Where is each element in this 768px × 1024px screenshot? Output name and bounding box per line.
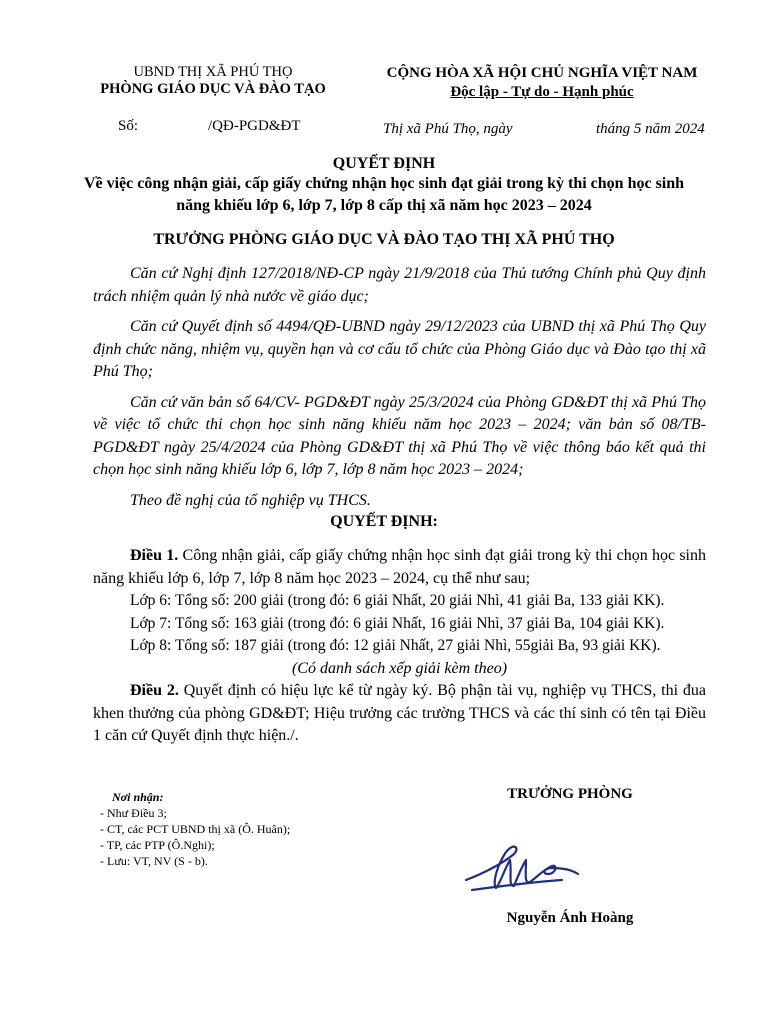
recipients-block (100, 789, 290, 869)
legal-bases (93, 263, 706, 512)
article-2-text: Quyết định có hiệu lực kể từ ngày ký. Bộ phận tài vụ, nghiệp vụ THCS, thi đua khen thưởng của phòng GD&ĐT; Hiệu trưởng các trường THCS và các thí sinh có tên tại Điều 1 căn cứ Quyết định thực hiện./. (93, 682, 707, 744)
nation-motto: Độc lập - Tự do - Hạnh phúc (450, 84, 634, 100)
recipient-item: - Như Điều 3; (100, 806, 167, 820)
recipient-item: - Lưu: VT, NV (S - b). (100, 854, 208, 868)
date-place: Thị xã Phú Thọ, ngày (383, 121, 513, 137)
document-number-code: /QĐ-PGD&ĐT (208, 118, 301, 134)
agency-line1: UBND THỊ XÃ PHÚ THỌ (133, 64, 293, 80)
issuing-authority: TRƯỞNG PHÒNG GIÁO DỤC VÀ ĐÀO TẠO THỊ XÃ PHÚ THỌ (153, 231, 615, 248)
grade8-result: Lớp 8: Tổng số: 187 giải (trong đó: 12 giải Nhất, 27 giải Nhì, 55giải Ba, 93 giải KK). (130, 637, 661, 654)
signer-title: TRƯỞNG PHÒNG (507, 786, 633, 802)
basis-3: Căn cứ văn bản số 64/CV- PGD&ĐT ngày 25/3/2024 của Phòng GD&ĐT thị xã Phú Thọ về việc tổ chức thi chọn học sinh năng khiếu năm học 2023 – 2024; văn bản số 08/TB-PGD&ĐT ngày 25/4/2024 của Phòng GD&ĐT thị xã Phú Thọ về việc thông báo kết quả thi chọn học sinh năng khiếu lớp 6, lớp 7, lớp 8 năm học 2023 – 2024; (93, 393, 706, 478)
decision-title: QUYẾT ĐỊNH (332, 155, 436, 172)
article-1-text: Công nhận giải, cấp giấy chứng nhận học sinh đạt giải trong kỳ thi chọn học sinh năng khiếu lớp 6, lớp 7, lớp 8 năm học 2023 – 2024, cụ thể như sau; (93, 547, 706, 587)
grade7-result: Lớp 7: Tổng số: 163 giải (trong đó: 6 giải Nhất, 16 giải Nhì, 37 giải Ba, 104 giải KK). (130, 614, 665, 632)
agency-line2: PHÒNG GIÁO DỤC VÀ ĐÀO TẠO (100, 81, 326, 97)
national-header (352, 64, 732, 102)
article-1-label: Điều 1. (130, 547, 179, 564)
basis-2: Căn cứ Quyết định số 4494/QĐ-UBND ngày 29/12/2023 của UBND thị xã Phú Thọ Quy định chức năng, nhiệm vụ, quyền hạn và cơ cấu tổ chức của Phòng Giáo dục và Đào tạo thị xã Phú Thọ; (93, 318, 706, 380)
recipient-item: - TP, các PTP (Ô.Nghi); (100, 838, 215, 852)
nation-line1: CỘNG HÒA XÃ HỘI CHỦ NGHĨA VIỆT NAM (386, 65, 698, 81)
articles (93, 545, 706, 748)
handwritten-signature (462, 830, 582, 900)
article-1 (93, 545, 706, 590)
article-2 (93, 680, 706, 748)
basis-4: Theo đề nghị của tổ nghiệp vụ THCS. (130, 491, 371, 509)
signer-name: Nguyễn Ánh Hoàng (506, 910, 634, 926)
decision-subject: Về việc công nhận giải, cấp giấy chứng nhận học sinh đạt giải trong kỳ thi chọn học sinh năng khiếu lớp 6, lớp 7, lớp 8 cấp thị xã năm học 2023 – 2024 (83, 175, 685, 214)
attached-list-note: (Có danh sách xếp giải kèm theo) (291, 659, 508, 677)
recipient-item: - CT, các PCT UBND thị xã (Ô. Huân); (100, 822, 291, 836)
agency-header (88, 64, 338, 98)
grade6-result: Lớp 6: Tổng số: 200 giải (trong đó: 6 giải Nhất, 20 giải Nhì, 41 giải Ba, 133 giải KK). (130, 592, 665, 609)
date-month: tháng 5 năm 2024 (596, 121, 705, 137)
decision-heading: QUYẾT ĐỊNH: (330, 513, 438, 530)
document-number-label: Số: (118, 118, 139, 134)
article-2-label: Điều 2. (130, 682, 179, 699)
recipients-title: Nơi nhận: (112, 790, 164, 804)
basis-1: Căn cứ Nghị định 127/2018/NĐ-CP ngày 21/9/2018 của Thủ tướng Chính phủ Quy định trách nhiệm quản lý nhà nước về giáo dục; (93, 265, 706, 305)
